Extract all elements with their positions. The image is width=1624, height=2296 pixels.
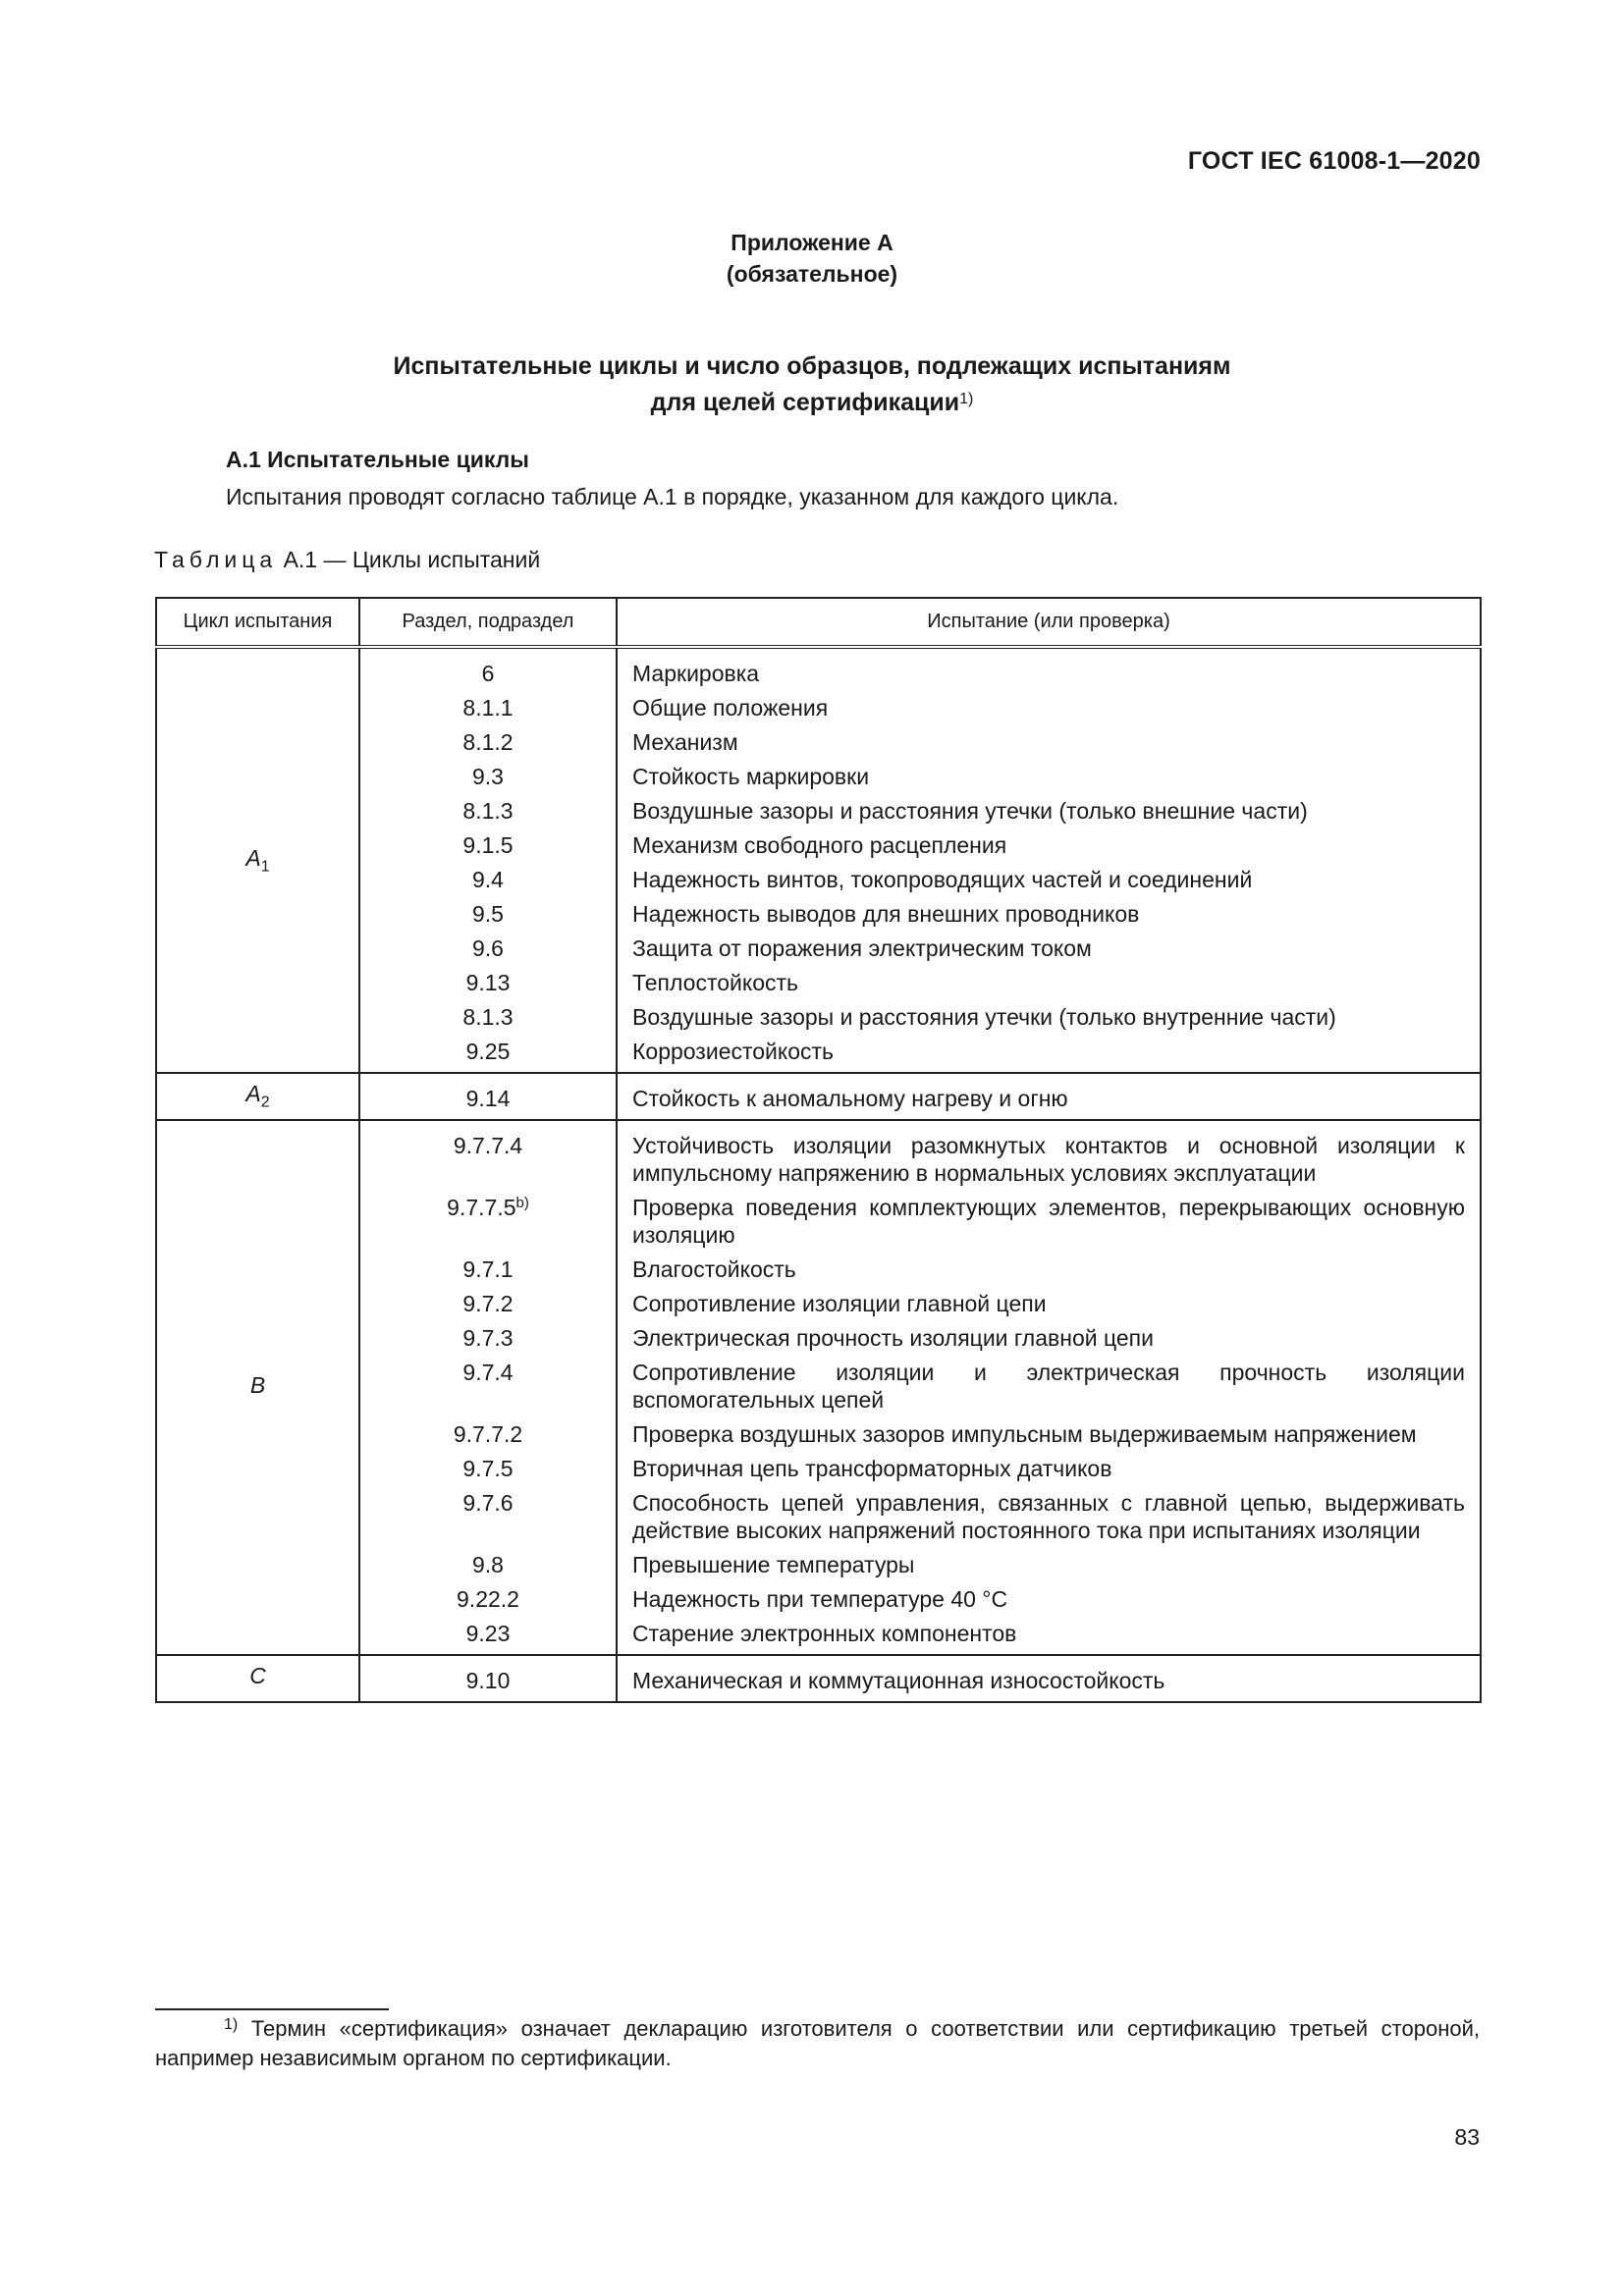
- test-cell: Надежность при температуре 40 °С: [617, 1578, 1481, 1613]
- section-number: 9.7.1: [462, 1256, 514, 1282]
- section-intro: Испытания проводят согласно таблице А.1 в порядке, указанном для каждого цикла.: [226, 484, 1119, 509]
- annex-title: Приложение А: [731, 230, 893, 255]
- cycle-cell: [156, 1120, 359, 1655]
- section-number: 9.10: [465, 1668, 511, 1693]
- section-number: 8.1.2: [462, 729, 514, 755]
- footnote-divider: [155, 2008, 389, 2010]
- section-cell: [359, 1187, 617, 1249]
- section-cell: [359, 687, 617, 721]
- section-number: 9.7.3: [462, 1325, 514, 1351]
- test-cell: Механизм: [617, 721, 1481, 756]
- annex-main-title: [0, 348, 1624, 421]
- section-cell: [359, 825, 617, 859]
- test-cycles-table: [155, 597, 1482, 1703]
- test-cell: Воздушные зазоры и расстояния утечки (только внешние части): [617, 790, 1481, 825]
- section-cell: [359, 1249, 617, 1283]
- section-cell: [359, 996, 617, 1031]
- section-cell: [359, 928, 617, 962]
- document-code: ГОСТ IEC 61008-1—2020: [1187, 147, 1481, 175]
- test-cell: Старение электронных компонентов: [617, 1613, 1481, 1655]
- section-cell: [359, 1613, 617, 1655]
- test-cell: Электрическая прочность изоляции главной цепи: [617, 1317, 1481, 1352]
- page-number: 83: [1454, 2124, 1480, 2150]
- title-footnote-mark: 1): [959, 391, 974, 407]
- section-cell: [359, 1544, 617, 1578]
- section-number: 8.1.3: [462, 798, 514, 824]
- section-number: 9.6: [472, 935, 504, 961]
- section-cell: [359, 1317, 617, 1352]
- column-header-cycle: Цикл испытания: [156, 598, 359, 647]
- section-heading: А.1 Испытательные циклы: [226, 447, 529, 472]
- section-cell: [359, 893, 617, 928]
- section-number: 9.1.5: [462, 832, 514, 858]
- section-cell: [359, 721, 617, 756]
- section-number: 8.1.3: [462, 1004, 514, 1030]
- footnote-mark: 1): [224, 2016, 239, 2033]
- main-title-line-2: [0, 385, 1624, 421]
- section-number: 9.14: [465, 1086, 511, 1111]
- section-cell: [359, 1414, 617, 1448]
- section-number: 9.23: [465, 1621, 511, 1646]
- test-cell: Устойчивость изоляции разомкнутых контактов и основной изоляции к импульсному напряжению в нормальных условиях эксплуатации: [617, 1120, 1481, 1187]
- main-title-line-1: Испытательные циклы и число образцов, подлежащих испытаниям: [393, 352, 1231, 380]
- section-number: 9.5: [472, 901, 504, 927]
- test-cell: Проверка воздушных зазоров импульсным выдерживаемым напряжением: [617, 1414, 1481, 1448]
- table-caption-label: Таблица: [154, 547, 278, 572]
- section-cell: [359, 647, 617, 687]
- test-cell: Стойкость к аномальному нагреву и огню: [617, 1073, 1481, 1120]
- main-title-line-2-text: для целей сертификации: [650, 389, 960, 416]
- cycle-subscript: 2: [260, 1094, 270, 1111]
- section-number: 9.7.7.2: [453, 1421, 523, 1447]
- cycle-cell: [156, 1655, 359, 1702]
- test-cell: Сопротивление изоляции и электрическая прочность изоляции вспомогательных цепей: [617, 1352, 1481, 1414]
- section-cell: [359, 1283, 617, 1317]
- annex-heading: [0, 227, 1624, 290]
- test-cell: Механизм свободного расцепления: [617, 825, 1481, 859]
- test-cell: Превышение температуры: [617, 1544, 1481, 1578]
- test-cell: Надежность выводов для внешних проводников: [617, 893, 1481, 928]
- section-number: 9.7.7.5: [447, 1195, 516, 1220]
- test-cell: Вторичная цепь трансформаторных датчиков: [617, 1448, 1481, 1482]
- section-cell: [359, 1073, 617, 1120]
- section-number: 9.13: [465, 970, 511, 995]
- section-cell: [359, 790, 617, 825]
- table-caption-text: А.1 — Циклы испытаний: [277, 547, 541, 572]
- cycle-label: A: [245, 844, 261, 871]
- test-cell: Механическая и коммутационная износостойкость: [617, 1655, 1481, 1702]
- test-cell: Воздушные зазоры и расстояния утечки (только внутренние части): [617, 996, 1481, 1031]
- cycle-label: B: [249, 1371, 266, 1398]
- table-caption: [154, 547, 540, 573]
- section-number: 9.25: [465, 1039, 511, 1064]
- section-number: 9.8: [472, 1552, 504, 1577]
- footnote-text: Термин «сертификация» означает декларацию изготовителя о соответствии или сертификацию третьей стороной, например независимым органом по сертификации.: [155, 2016, 1480, 2070]
- table-header-row: [156, 598, 1481, 647]
- table-row: [156, 1120, 1481, 1187]
- section-number: 9.7.6: [462, 1490, 514, 1516]
- table-row: [156, 647, 1481, 687]
- section-cell: [359, 1352, 617, 1414]
- section-number: 8.1.1: [462, 695, 514, 721]
- test-cell: Теплостойкость: [617, 962, 1481, 996]
- section-cell: [359, 859, 617, 893]
- section-footnote-ref: b): [515, 1195, 529, 1211]
- section-cell: [359, 1448, 617, 1482]
- section-number: 9.7.4: [462, 1360, 514, 1385]
- annex-status: (обязательное): [726, 261, 898, 287]
- section-number: 9.7.7.4: [453, 1133, 523, 1158]
- cycle-label: A: [245, 1081, 261, 1107]
- table-row: [156, 1073, 1481, 1120]
- section-number: 9.7.2: [462, 1291, 514, 1316]
- section-number: 9.3: [472, 764, 504, 789]
- test-cell: Влагостойкость: [617, 1249, 1481, 1283]
- test-cell: Маркировка: [617, 647, 1481, 687]
- cycle-label: C: [249, 1663, 266, 1689]
- section-cell: [359, 1655, 617, 1702]
- test-cell: Способность цепей управления, связанных с главной цепью, выдерживать действие высоких напряжений постоянного тока при испытаниях изоляции: [617, 1482, 1481, 1544]
- test-cell: Проверка поведения комплектующих элементов, перекрывающих основную изоляцию: [617, 1187, 1481, 1249]
- section-cell: [359, 1120, 617, 1187]
- section-cell: [359, 1578, 617, 1613]
- table-row: [156, 1655, 1481, 1702]
- cycle-subscript: 1: [260, 858, 270, 876]
- section-cell: [359, 962, 617, 996]
- section-number: 9.22.2: [457, 1586, 519, 1612]
- section-cell: [359, 756, 617, 790]
- cycle-cell: [156, 1073, 359, 1120]
- column-header-test: Испытание (или проверка): [617, 598, 1481, 647]
- footnote: [155, 2014, 1480, 2073]
- section-number: 9.4: [472, 867, 504, 892]
- section-number: 9.7.5: [462, 1456, 514, 1481]
- column-header-section: Раздел, подраздел: [359, 598, 617, 647]
- test-cell: Общие положения: [617, 687, 1481, 721]
- test-cell: Защита от поражения электрическим током: [617, 928, 1481, 962]
- section-number: 6: [481, 661, 495, 686]
- test-cell: Коррозиестойкость: [617, 1031, 1481, 1073]
- test-cell: Надежность винтов, токопроводящих частей и соединений: [617, 859, 1481, 893]
- test-cell: Стойкость маркировки: [617, 756, 1481, 790]
- section-cell: [359, 1031, 617, 1073]
- section-cell: [359, 1482, 617, 1544]
- test-cell: Сопротивление изоляции главной цепи: [617, 1283, 1481, 1317]
- table-body: [156, 647, 1481, 1702]
- cycle-cell: [156, 647, 359, 1073]
